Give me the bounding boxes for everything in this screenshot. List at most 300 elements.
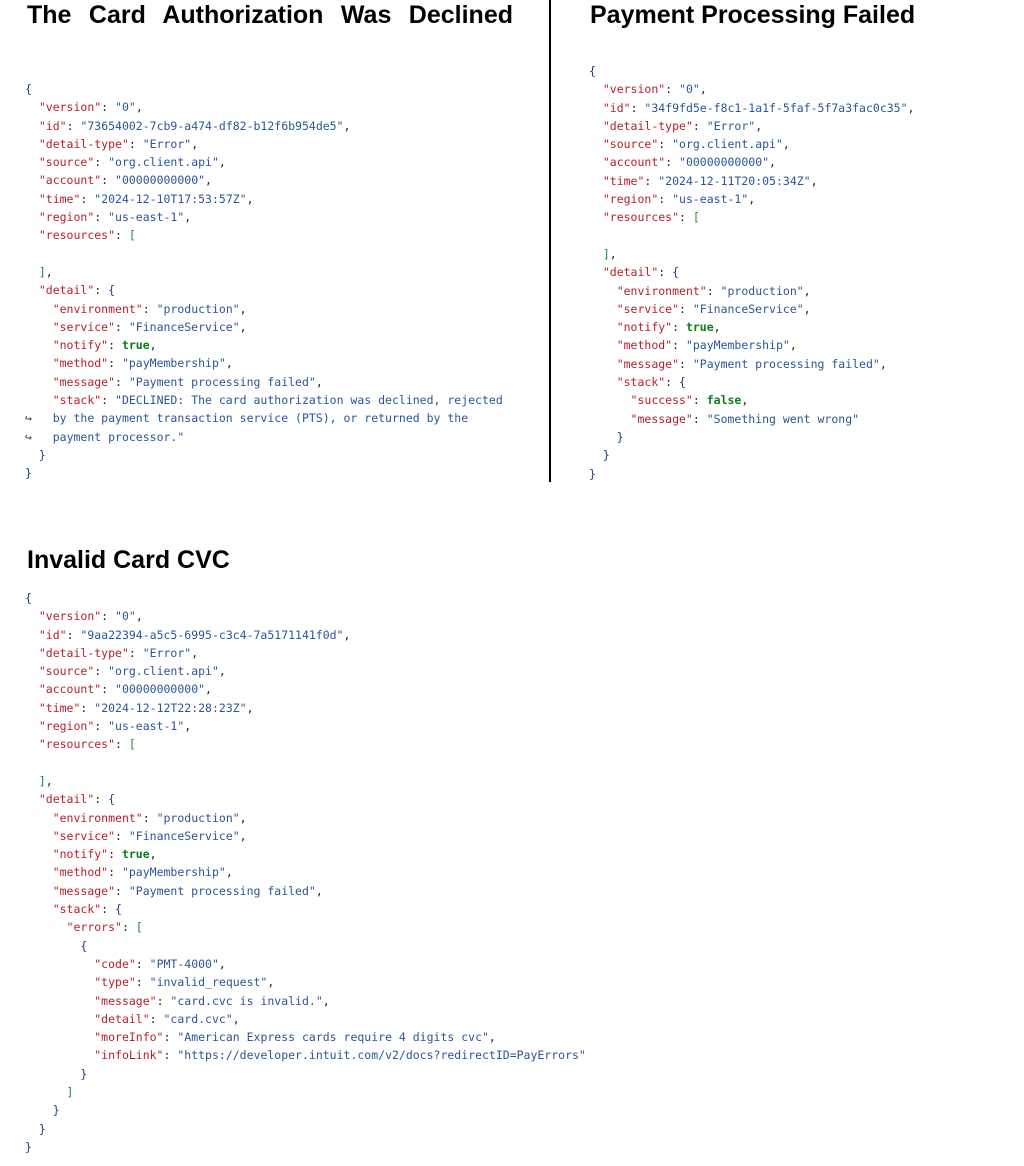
json-string: "us-east-1" [672,192,749,207]
code-line [589,62,914,80]
indent [25,448,39,462]
json-string: "us-east-1" [108,210,185,225]
json-string: "card.cvc" [163,1011,233,1026]
code-line [589,391,914,409]
json-punctuation: , [45,264,53,279]
json-punctuation: : [692,393,707,408]
indent [589,174,603,188]
json-key: "message" [616,356,680,371]
code-line [25,1028,586,1046]
indent [25,920,67,934]
json-string: "us-east-1" [108,719,185,734]
json-punctuation: : [94,283,109,298]
code-line [25,882,586,900]
code-line [589,428,914,446]
json-punctuation: : [692,118,707,133]
json-key: "environment" [52,301,143,316]
code-line [25,464,503,482]
json-punctuation: : [101,902,116,917]
json-punctuation: , [699,82,707,97]
indent [589,210,603,224]
json-punctuation: : [644,173,659,188]
json-punctuation: : [66,118,81,133]
code-line [25,1101,586,1119]
json-string: "2024-12-11T20:05:34Z" [658,173,811,188]
json-punctuation: : [115,319,129,334]
code-line [589,446,914,464]
json-punctuation: : [115,374,129,389]
code-line [25,263,503,281]
json-bracket: ] [66,1085,74,1100]
json-punctuation: , [205,682,212,697]
json-brace: } [38,447,46,462]
code-line [589,227,914,245]
indent [589,192,603,206]
panel-title: Invalid Card CVC [27,546,230,574]
code-line [25,135,503,153]
json-key: "errors" [66,920,122,935]
json-punctuation: , [218,664,226,679]
code-line [25,937,586,955]
json-key: "code" [94,956,136,971]
indent [25,100,39,114]
indent [32,430,53,444]
json-string: "Payment processing failed" [128,374,316,389]
code-line [589,373,914,391]
json-punctuation: : [142,301,157,316]
code-line [25,772,586,790]
json-code-block [25,589,586,1156]
json-punctuation: , [218,155,226,170]
json-punctuation: , [741,393,749,408]
json-key: "resources" [38,228,116,243]
json-punctuation: , [755,118,763,133]
indent [25,192,39,206]
json-key: "region" [602,192,659,207]
json-string: "34f9fd5e-f8c1-1a1f-5faf-5f7a3fac0c35" [644,100,908,115]
code-line [589,410,914,428]
json-punctuation: : [665,82,680,97]
json-string: "payMembership" [685,338,790,353]
code-line [25,827,586,845]
json-key: "version" [38,609,102,624]
json-brace: { [25,591,32,605]
code-line [25,336,503,354]
json-bracket: [ [128,228,136,243]
indent [25,1030,94,1044]
json-punctuation: : [108,356,122,371]
json-punctuation: : [692,411,707,426]
indent [25,1012,94,1026]
indent [25,1085,67,1099]
json-punctuation: : [142,810,157,825]
json-key: "moreInfo" [94,1030,164,1045]
json-punctuation: , [322,993,330,1008]
json-punctuation: : [163,1048,178,1063]
code-line [25,354,503,372]
json-string: "DECLINED: The card authorization was declined, rejected [115,393,503,408]
indent [25,137,39,151]
code-line [589,263,914,281]
json-boolean: true [685,320,714,335]
json-string: "Error" [142,136,192,151]
json-key: "detail" [94,1011,150,1026]
json-punctuation: : [108,338,122,353]
json-punctuation: : [94,210,109,225]
indent [25,119,39,133]
indent [25,701,39,715]
code-line [25,190,503,208]
json-brace: } [80,1066,88,1081]
indent [25,210,39,224]
code-line [589,190,914,208]
json-punctuation: : [94,792,109,807]
indent [589,265,603,279]
line-continuation-icon: ↪ [25,429,32,444]
code-line [25,845,586,863]
json-string: "payMembership" [121,356,226,371]
json-punctuation: : [115,228,129,243]
json-brace: } [602,448,610,463]
code-line [25,281,503,299]
json-punctuation: : [679,210,693,225]
json-punctuation: : [80,191,95,206]
json-string: "73654002-7cb9-a474-df82-b12f6b954de5" [80,118,344,133]
json-key: "notify" [52,847,109,862]
json-punctuation: , [149,847,157,862]
indent [25,737,39,751]
json-punctuation: : [679,301,693,316]
json-key: "stack" [52,902,102,917]
json-key: "message" [52,374,116,389]
json-punctuation: , [232,1011,240,1026]
json-punctuation: : [706,283,721,298]
json-punctuation: , [239,828,247,843]
json-punctuation: , [246,191,254,206]
indent [25,320,53,334]
json-punctuation: , [315,374,323,389]
json-string: payment processor." [52,429,185,444]
json-punctuation: : [101,100,116,115]
json-string: "production" [156,810,240,825]
indent [25,975,94,989]
json-punctuation: : [94,719,109,734]
code-line [25,373,503,391]
json-brace: } [25,466,32,481]
json-string: "production" [720,283,804,298]
json-key: "detail-type" [602,118,693,133]
code-line [25,790,586,808]
code-line [589,208,914,226]
code-line [25,607,586,625]
json-punctuation: , [789,338,797,353]
json-key: "success" [630,393,693,408]
json-brace: { [108,792,116,807]
json-string: "Error" [142,645,192,660]
code-line [25,391,503,409]
json-punctuation: : [135,956,150,971]
json-key: "account" [38,682,102,697]
indent [25,265,39,279]
json-punctuation: : [80,700,95,715]
code-line [589,318,914,336]
json-key: "detail-type" [38,136,129,151]
json-punctuation: , [713,320,721,335]
json-punctuation: , [810,173,818,188]
indent [25,829,53,843]
indent [25,902,53,916]
panel-title: The Card Authorization Was Declined [27,1,513,29]
json-punctuation: , [315,883,323,898]
code-line [25,409,503,427]
json-key: "method" [52,356,109,371]
json-punctuation: : [665,155,680,170]
json-punctuation: , [769,155,776,170]
indent [25,957,94,971]
json-punctuation: : [658,192,673,207]
indent [589,302,617,316]
json-key: "detail" [38,283,95,298]
indent [25,811,53,825]
json-punctuation: , [609,246,617,261]
json-punctuation: , [782,137,790,152]
json-punctuation: : [115,828,129,843]
indent [25,939,80,953]
json-punctuation: , [879,356,887,371]
json-punctuation: : [115,737,129,752]
json-string: "9aa22394-a5c5-6995-c3c4-7a5171141f0d" [80,627,344,642]
json-key: "type" [94,975,136,990]
indent [25,1122,39,1136]
code-line [25,153,503,171]
code-line [589,172,914,190]
json-brace: { [25,82,32,96]
json-key: "infoLink" [94,1048,164,1063]
indent [25,173,39,187]
indent [589,357,617,371]
json-punctuation: : [108,847,122,862]
json-code-block [25,80,503,483]
json-key: "environment" [616,283,707,298]
indent [589,393,631,407]
json-punctuation: : [672,338,686,353]
json-key: "message" [52,883,116,898]
json-bracket: [ [692,210,700,225]
indent [25,1048,94,1062]
json-punctuation: , [184,210,192,225]
json-key: "source" [38,664,95,679]
indent [589,430,617,444]
code-line [25,1065,586,1083]
code-line [589,80,914,98]
json-punctuation: : [121,920,136,935]
json-punctuation: , [343,118,351,133]
json-bracket: ] [38,773,46,788]
code-line [25,226,503,244]
json-brace: } [52,1103,60,1118]
json-brace: { [80,938,88,953]
json-string: "FinanceService" [692,301,804,316]
indent [589,155,603,169]
indent [25,1067,80,1081]
json-key: "method" [52,865,109,880]
json-string: "Something went wrong" [706,411,860,426]
json-key: "region" [38,210,95,225]
json-punctuation: : [679,356,693,371]
json-key: "message" [94,993,157,1008]
code-line [25,863,586,881]
json-key: "detail" [38,792,95,807]
json-string: "Payment processing failed" [128,883,316,898]
json-punctuation: , [267,975,275,990]
code-line [25,955,586,973]
json-string: "0" [115,609,136,624]
indent [25,994,94,1008]
json-string: "org.client.api" [108,155,219,170]
json-key: "source" [38,155,95,170]
indent [25,774,39,788]
json-string: "FinanceService" [128,828,240,843]
code-line [25,973,586,991]
json-punctuation: : [149,1011,164,1026]
json-key: "time" [602,173,645,188]
indent [25,302,53,316]
code-line [25,318,503,336]
panel-payment-failed [590,0,915,30]
json-string: "0" [115,100,136,115]
json-brace: } [38,1121,46,1136]
indent [25,792,39,806]
json-punctuation: : [101,682,116,697]
json-string: "0" [679,82,700,97]
json-key: "account" [602,155,666,170]
json-punctuation: : [163,1030,178,1045]
code-line [25,626,586,644]
code-line [589,153,914,171]
column-divider [549,0,551,482]
json-string: "payMembership" [121,865,226,880]
indent [25,283,39,297]
json-punctuation: , [191,645,199,660]
code-line [25,717,586,735]
json-string: "American Express cards require 4 digits cvc" [177,1030,489,1045]
json-brace: { [672,265,680,280]
indent [589,320,617,334]
json-key: "time" [38,700,81,715]
json-punctuation: : [94,664,109,679]
json-key: "method" [616,338,673,353]
json-punctuation: , [225,356,233,371]
indent [25,884,53,898]
line-continuation-icon: ↪ [25,411,32,426]
json-key: "stack" [52,393,102,408]
panel-invalid-cvc [27,545,230,575]
json-punctuation: : [128,645,143,660]
json-string: "card.cvc is invalid." [170,993,323,1008]
indent [25,682,39,696]
json-punctuation: , [488,1030,496,1045]
json-brace: } [25,1139,32,1154]
json-boolean: false [706,393,742,408]
code-line [25,900,586,918]
indent [589,338,617,352]
code-line [25,446,503,464]
json-key: "version" [602,82,666,97]
code-line [589,135,914,153]
indent [25,865,53,879]
json-key: "id" [38,118,67,133]
json-punctuation: , [246,700,254,715]
json-key: "id" [38,627,67,642]
json-punctuation: : [665,375,680,390]
code-line [589,355,914,373]
json-code-block [589,62,914,483]
code-line [25,208,503,226]
code-line [25,699,586,717]
code-line [25,644,586,662]
json-punctuation: , [803,301,811,316]
indent [589,101,603,115]
code-line [25,1046,586,1064]
json-punctuation: : [101,393,116,408]
indent [25,646,39,660]
code-line [25,117,503,135]
code-line [25,1083,586,1101]
code-line [589,336,914,354]
code-line [25,300,503,318]
json-key: "message" [630,411,693,426]
code-line [25,1120,586,1138]
indent [589,284,617,298]
code-line [589,282,914,300]
code-line [25,992,586,1010]
json-key: "id" [602,100,631,115]
json-string: "2024-12-12T22:28:23Z" [94,700,247,715]
json-punctuation: : [658,265,673,280]
json-punctuation: , [135,609,143,624]
json-bracket: ] [602,246,610,261]
json-bracket: [ [135,920,143,935]
json-punctuation: , [239,301,247,316]
json-key: "notify" [616,320,673,335]
json-string: "PMT-4000" [149,956,219,971]
json-punctuation: , [239,319,247,334]
json-punctuation: : [66,627,81,642]
json-punctuation: , [803,283,811,298]
json-key: "region" [38,719,95,734]
json-key: "resources" [602,210,680,225]
json-string: "FinanceService" [128,319,240,334]
indent [589,375,617,389]
json-punctuation: , [907,100,915,115]
json-string: "https://developer.intuit.com/v2/docs?redirectID=PayErrors" [177,1048,586,1063]
indent [25,393,53,407]
code-line [25,1138,586,1156]
json-punctuation: , [218,956,226,971]
code-line [589,300,914,318]
json-brace: { [115,902,122,917]
indent [25,338,53,352]
json-punctuation: : [101,609,116,624]
json-punctuation: , [191,136,199,151]
json-string: "00000000000" [679,155,770,170]
json-punctuation: , [205,173,212,188]
json-punctuation: , [184,719,192,734]
indent [25,1103,53,1117]
indent [589,412,631,426]
json-punctuation: , [45,773,53,788]
indent [25,155,39,169]
